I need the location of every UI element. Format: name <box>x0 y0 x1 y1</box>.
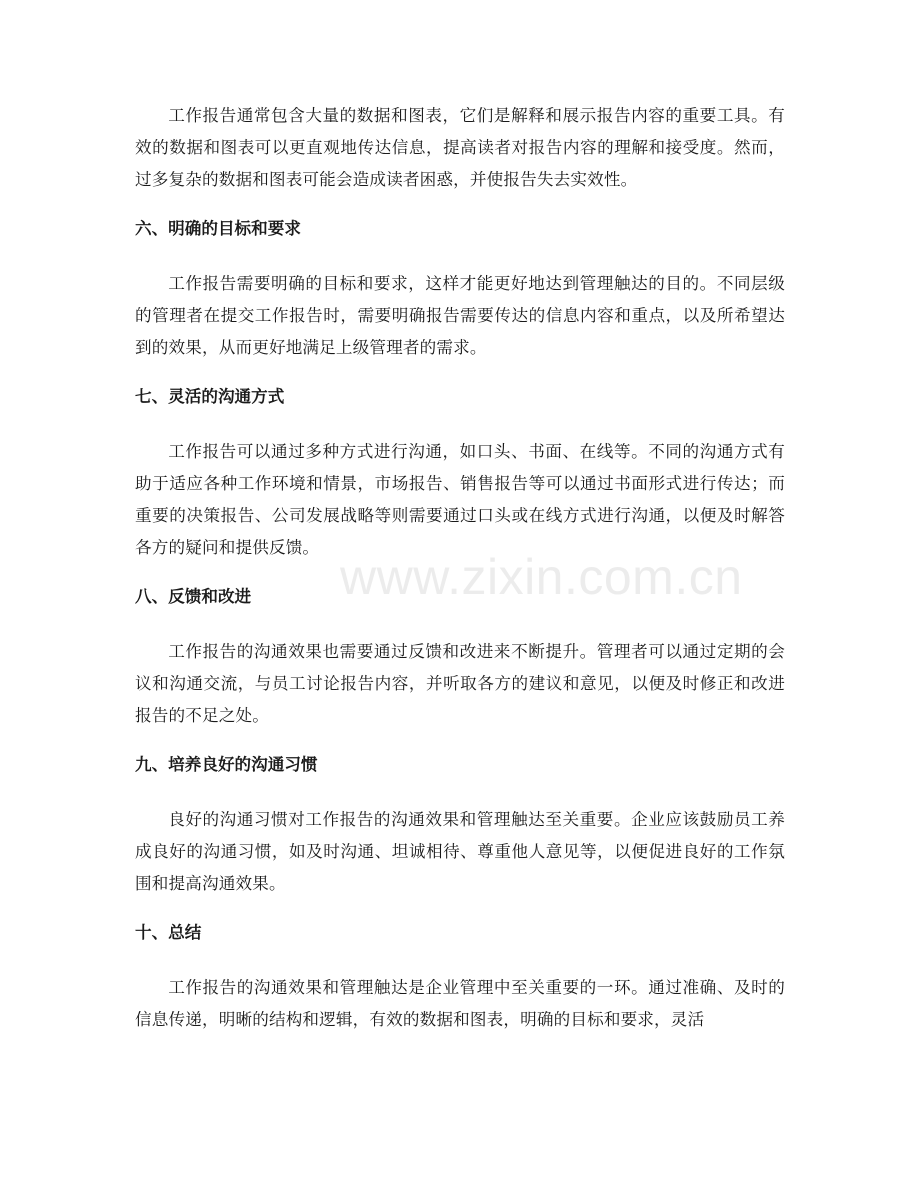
paragraph-data-charts: 工作报告通常包含大量的数据和图表，它们是解释和展示报告内容的重要工具。有效的数据和图表可以更直观地传达信息，提高读者对报告内容的理解和接受度。然而，过多复杂的数据和图表可能会造成读者困惑，并使报告失去实效性。 <box>135 106 785 189</box>
paragraph-communication-habits: 良好的沟通习惯对工作报告的沟通效果和管理触达至关重要。企业应该鼓励员工养成良好的沟通习惯，如及时沟通、坦诚相待、尊重他人意见等，以便促进良好的工作氛围和提高沟通效果。 <box>135 810 785 893</box>
heading-feedback-improvement: 八、反馈和改进 <box>135 587 252 606</box>
heading-flexible-communication: 七、灵活的沟通方式 <box>135 387 285 406</box>
paragraph-goals-requirements: 工作报告需要明确的目标和要求，这样才能更好地达到管理触达的目的。不同层级的管理者在提交工作报告时，需要明确报告需要传达的信息内容和重点，以及所希望达到的效果，从而更好地满足上级管理者的需求。 <box>135 274 785 357</box>
watermark-text: www.zixin.com.cn <box>340 549 743 605</box>
document-body <box>135 100 785 1036</box>
heading-communication-habits: 九、培养良好的沟通习惯 <box>135 755 318 774</box>
paragraph-flexible-communication: 工作报告可以通过多种方式进行沟通，如口头、书面、在线等。不同的沟通方式有助于适应各种工作环境和情景，市场报告、销售报告等可以通过书面形式进行传达；而重要的决策报告、公司发展战略等则需要通过口头或在线方式进行沟通，以便及时解答各方的疑问和提供反馈。 <box>135 442 785 557</box>
paragraph-feedback-improvement: 工作报告的沟通效果也需要通过反馈和改进来不断提升。管理者可以通过定期的会议和沟通交流，与员工讨论报告内容，并听取各方的建议和意见，以便及时修正和改进报告的不足之处。 <box>135 642 785 725</box>
paragraph-summary: 工作报告的沟通效果和管理触达是企业管理中至关重要的一环。通过准确、及时的信息传递，明晰的结构和逻辑，有效的数据和图表，明确的目标和要求，灵活 <box>135 978 785 1029</box>
heading-goals-requirements: 六、明确的目标和要求 <box>135 219 301 238</box>
heading-summary: 十、总结 <box>135 923 202 942</box>
